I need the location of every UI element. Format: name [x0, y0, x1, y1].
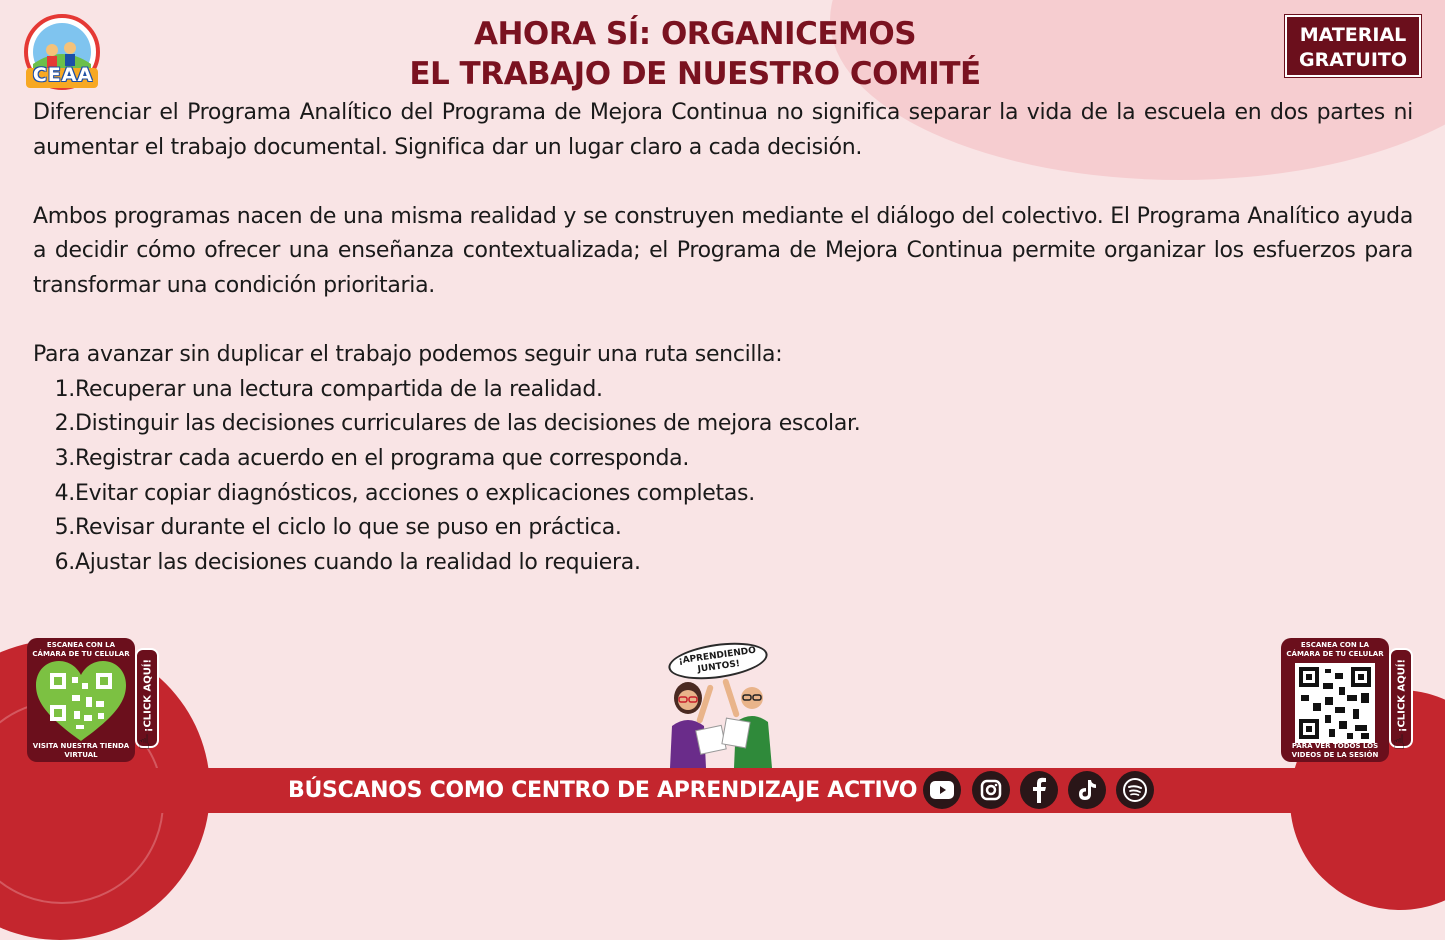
step-number: 5.	[54, 515, 75, 541]
paragraph-1: Diferenciar el Programa Analítico del Programa de Mejora Continua no significa separar la vida de la escuela en dos partes ni aumentar el trabajo documental. Significa dar un lugar claro a cada decisión.	[33, 100, 1413, 160]
videos-qr-card[interactable]	[1281, 638, 1389, 762]
qr-caption: ESCANEA CON LA CÁMARA DE TU CELULAR	[1286, 641, 1384, 658]
step-number: 4.	[54, 480, 75, 506]
title-line-1: AHORA SÍ: ORGANICEMOS	[473, 16, 917, 52]
page-title	[300, 14, 1090, 94]
step-text: Ajustar las decisiones cuando la realidad lo requiera.	[75, 549, 641, 575]
step-item	[33, 373, 1413, 408]
qr-footer: PARA VER TODOS LOS VIDEOS DE LA SESIÓN	[1291, 742, 1379, 759]
badge-line-2: GRATUITO	[1298, 49, 1408, 71]
step-number: 6.	[54, 549, 75, 575]
steps-list	[33, 373, 1413, 581]
step-text: Recuperar una lectura compartida de la realidad.	[75, 376, 603, 402]
free-material-badge	[1285, 15, 1421, 77]
mascot-illustration	[660, 676, 785, 768]
step-item	[33, 442, 1413, 477]
instagram-icon[interactable]	[972, 771, 1010, 809]
qr-code-icon	[1295, 663, 1375, 743]
click-here-label: ¡CLICK AQUÍ!	[142, 658, 154, 733]
youtube-icon[interactable]	[923, 771, 961, 809]
step-item	[33, 546, 1413, 581]
badge-line-1: MATERIAL	[1299, 24, 1407, 46]
qr-caption: ESCANEA CON LA CÁMARA DE TU CELULAR	[32, 641, 130, 658]
step-number: 2.	[54, 411, 75, 437]
step-text: Evitar copiar diagnósticos, acciones o explicaciones completas.	[75, 480, 755, 506]
paragraph-2: Ambos programas nacen de una misma realidad y se construyen mediante el diálogo del colectivo. El Programa Analítico ayuda a decidir cómo ofrecer una enseñanza contextualizada; el Programa de Mejora Continua permite organizar los esfuerzos para transformar una condición prioritaria.	[33, 203, 1413, 298]
step-item	[33, 511, 1413, 546]
step-item	[33, 407, 1413, 442]
click-here-label: ¡CLICK AQUÍ!	[1396, 658, 1408, 733]
step-text: Revisar durante el ciclo lo que se puso en práctica.	[75, 515, 622, 541]
title-line-2: EL TRABAJO DE NUESTRO COMITÉ	[409, 56, 981, 92]
tiktok-icon[interactable]	[1068, 771, 1106, 809]
step-number: 1.	[54, 376, 75, 402]
logo-text: CEAA	[32, 64, 94, 86]
step-number: 3.	[54, 445, 75, 471]
footer-text: BÚSCANOS COMO CENTRO DE APRENDIZAJE ACTIVO	[288, 778, 918, 803]
steps-intro: Para avanzar sin duplicar el trabajo podemos seguir una ruta sencilla:	[33, 342, 783, 368]
facebook-icon[interactable]	[1020, 771, 1058, 809]
store-qr-card[interactable]	[27, 638, 135, 762]
main-content	[33, 96, 1413, 580]
step-text: Registrar cada acuerdo en el programa que corresponda.	[75, 445, 690, 471]
speech-bubble: ¡APRENDIENDO JUNTOS!	[666, 637, 770, 685]
pointer-hand-icon: ☝	[138, 730, 151, 754]
step-item	[33, 477, 1413, 512]
heart-qr-code-icon	[36, 661, 126, 743]
spotify-icon[interactable]	[1116, 771, 1154, 809]
pointer-hand-icon: ☝	[1393, 730, 1406, 754]
step-text: Distinguir las decisiones curriculares de las decisiones de mejora escolar.	[75, 411, 861, 437]
qr-footer: VISITA NUESTRA TIENDA VIRTUAL	[32, 742, 130, 759]
